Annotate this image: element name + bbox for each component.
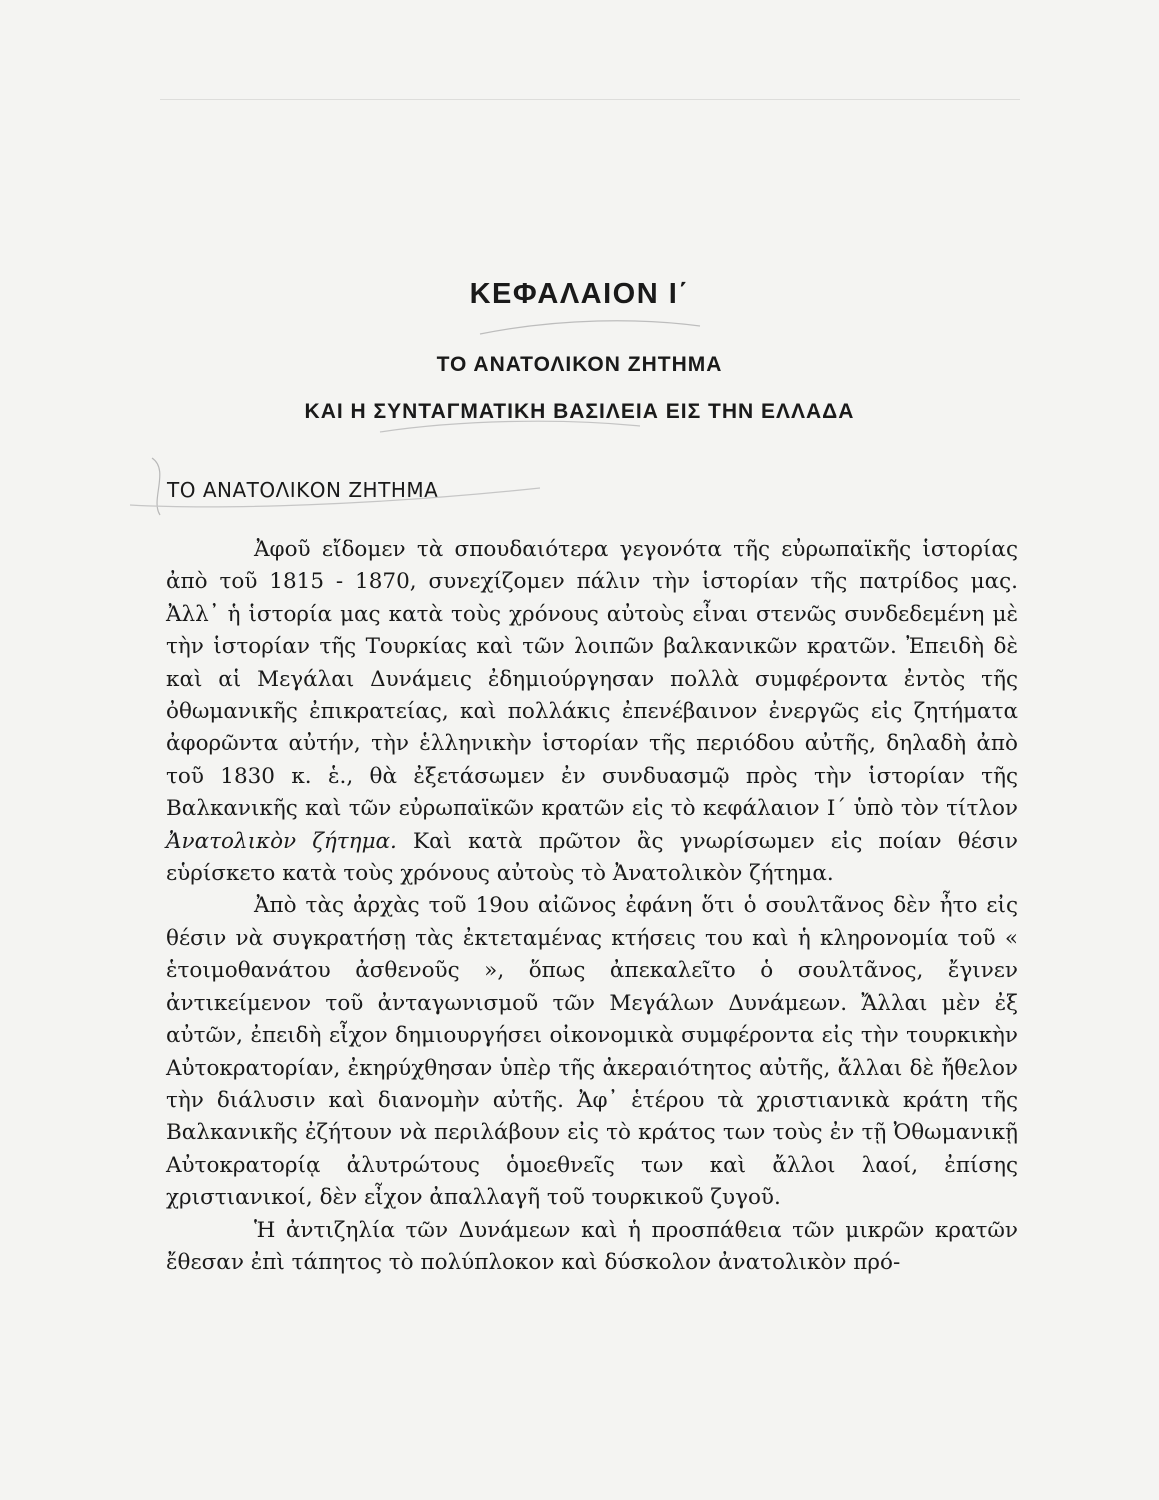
section-heading: ΤΟ ΑΝΑΤΟΛΙΚΟΝ ΖΗΤΗΜΑ xyxy=(167,478,439,502)
subtitle-line-1: ΤΟ ΑΝΑΤΟΛΙΚΟΝ ΖΗΤΗΜΑ xyxy=(436,353,723,376)
paragraph-3: Ἡ ἀντιζηλία τῶν Δυνάμεων καὶ ἡ προσπάθεια τῶν μικρῶν κρατῶν ἔθεσαν ἐπὶ τάπητος τὸ πολύπλοκον καὶ δύσκολον ἀνατολικὸν πρό- xyxy=(166,1217,1018,1275)
subtitle-line-2: ΚΑΙ Η ΣΥΝΤΑΓΜΑΤΙΚΗ ΒΑΣΙΛΕΙΑ ΕΙΣ ΤΗΝ ΕΛΛΑΔΑ xyxy=(304,400,855,423)
bleed-through-shadow xyxy=(160,0,1020,520)
paragraph-2: Ἀπὸ τὰς ἀρχὰς τοῦ 19ου αἰῶνος ἐφάνη ὅτι ὁ σουλτᾶνος δὲν ἦτο εἰς θέσιν νὰ συγκρατήσῃ τὰς ἐκτεταμένας κτήσεις του καὶ ἡ κληρονομία τοῦ « ἑτοιμοθανάτου ἀσθενοῦς », ὅπως ἀπεκαλεῖτο ὁ σουλτᾶνος, ἔγινεν ἀντικείμενον τοῦ ἀνταγωνισμοῦ τῶν Μεγάλων Δυνάμεων. Ἄλλαι μὲν ἐξ αὐτῶν, ἐπειδὴ εἶχον δημιουργήσει οἰκονομικὰ συμφέροντα εἰς τὴν τουρκικὴν Αὐτοκρατορίαν, ἐκηρύχθησαν ὑπὲρ τῆς ἀκεραιότητος αὐτῆς, ἄλλαι δὲ ἤθελον τὴν διάλυσιν καὶ διανομὴν αὐτῆς. Ἀφ᾿ ἑτέρου τὰ χριστιανικὰ κράτη τῆς Βαλκανικῆς ἐζήτουν νὰ περιλάβουν εἰς τὸ κράτος των τοὺς ἐν τῇ Ὀθωμανικῇ Αὐτοκρατορίᾳ ἀλυτρώτους ὁμοεθνεῖς των καὶ ἄλλοι λαοί, ἐπίσης χριστιανικοί, δὲν εἶχον ἀπαλλαγῆ τοῦ τουρκικοῦ ζυγοῦ. xyxy=(166,893,1018,1211)
paragraph-1: Ἀφοῦ εἴδομεν τὰ σπουδαιότερα γεγονότα τῆς εὐρωπαϊκῆς ἱστορίας ἀπὸ τοῦ 1815 - 1870, συνεχίζομεν πάλιν τὴν ἱστορίαν τῆς πατρίδος μας. Ἀλλ᾿ ἡ ἱστορία μας κατὰ τοὺς χρόνους αὐτοὺς εἶναι στενῶς συνδεδεμένη μὲ τὴν ἱστορίαν τῆς Τουρκίας καὶ τῶν λοιπῶν βαλκανικῶν κρατῶν. Ἐπειδὴ δὲ καὶ αἱ Μεγάλαι Δυνάμεις ἐδημιούργησαν πολλὰ συμφέροντα ἐντὸς τῆς ὀθωμανικῆς ἐπικρατείας, καὶ πολλάκις ἐπενέβαινον ἐνεργῶς εἰς ζητήματα ἀφορῶντα αὐτήν, τὴν ἑλληνικὴν ἱστορίαν τῆς περιόδου αὐτῆς, δηλαδὴ ἀπὸ τοῦ 1830 κ. ἑ., θὰ ἐξετάσωμεν ἐν συνδυασμῷ πρὸς τὴν ἱστορίαν τῆς Βαλκανικῆς καὶ τῶν εὐρωπαϊκῶν κρατῶν εἰς τὸ κεφάλαιον Ι΄ ὑπὸ τὸν τίτλον Ἀνατολικὸν ζήτημα. Καὶ κατὰ πρῶτον ἂς γνωρίσωμεν εἰς ποίαν θέσιν εὑρίσκετο κατὰ τοὺς χρόνους αὐτοὺς τὸ Ἀνατολικὸν ζήτημα. xyxy=(166,537,1019,887)
body-text xyxy=(166,534,1018,1279)
chapter-title: ΚΕΦΑΛΑΙΟΝ Ι΄ xyxy=(469,278,690,310)
italic-term: Ἀνατολικὸν ζήτημα. xyxy=(166,828,397,854)
